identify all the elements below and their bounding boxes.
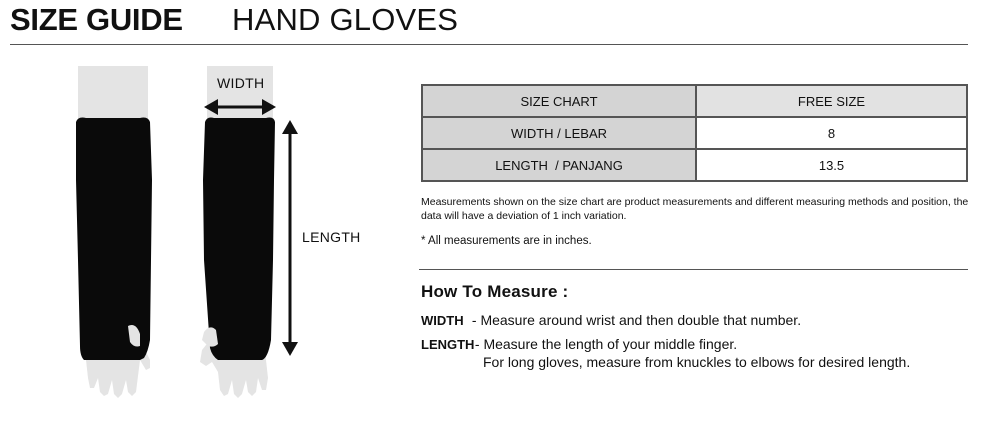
header-divider (10, 44, 968, 45)
right-glove-figure (200, 66, 275, 398)
right-glove-thumbhole (202, 327, 218, 346)
section-divider (419, 269, 968, 270)
width-description: - Measure around wrist and then double that number. (468, 312, 802, 328)
left-arm-skin (78, 66, 148, 122)
length-row-label: LENGTH / PANJANG (422, 149, 696, 181)
measurement-disclaimer: Measurements shown on the size chart are product measurements and different measuring methods and position, the data will have a deviation of 1 inch variation. (421, 196, 969, 222)
length-term: LENGTH (421, 337, 475, 352)
width-row-label: WIDTH / LEBAR (422, 117, 696, 149)
page-subtitle: HAND GLOVES (232, 2, 459, 37)
size-chart-header-label: SIZE CHART (422, 85, 696, 117)
size-chart-table (421, 84, 968, 182)
width-term: WIDTH (421, 313, 464, 328)
right-glove (203, 118, 275, 361)
page-title: SIZE GUIDE (10, 2, 183, 37)
length-row-value: 13.5 (696, 149, 967, 181)
measurement-note: * All measurements are in inches. (421, 235, 592, 247)
width-label: WIDTH (217, 75, 265, 91)
table-row (422, 149, 967, 181)
left-glove (76, 118, 152, 361)
how-to-measure-title: How To Measure : (421, 282, 569, 301)
length-label: LENGTH (302, 229, 361, 245)
table-row (422, 117, 967, 149)
left-glove-figure (76, 66, 152, 398)
size-chart-header-value: FREE SIZE (696, 85, 967, 117)
length-description-2: For long gloves, measure from knuckles to elbows for desired length. (483, 354, 911, 370)
glove-illustration (60, 55, 370, 400)
table-row (422, 85, 967, 117)
width-row-value: 8 (696, 117, 967, 149)
length-arrow (282, 120, 298, 356)
length-description-1: - Measure the length of your middle finger. (471, 336, 738, 352)
